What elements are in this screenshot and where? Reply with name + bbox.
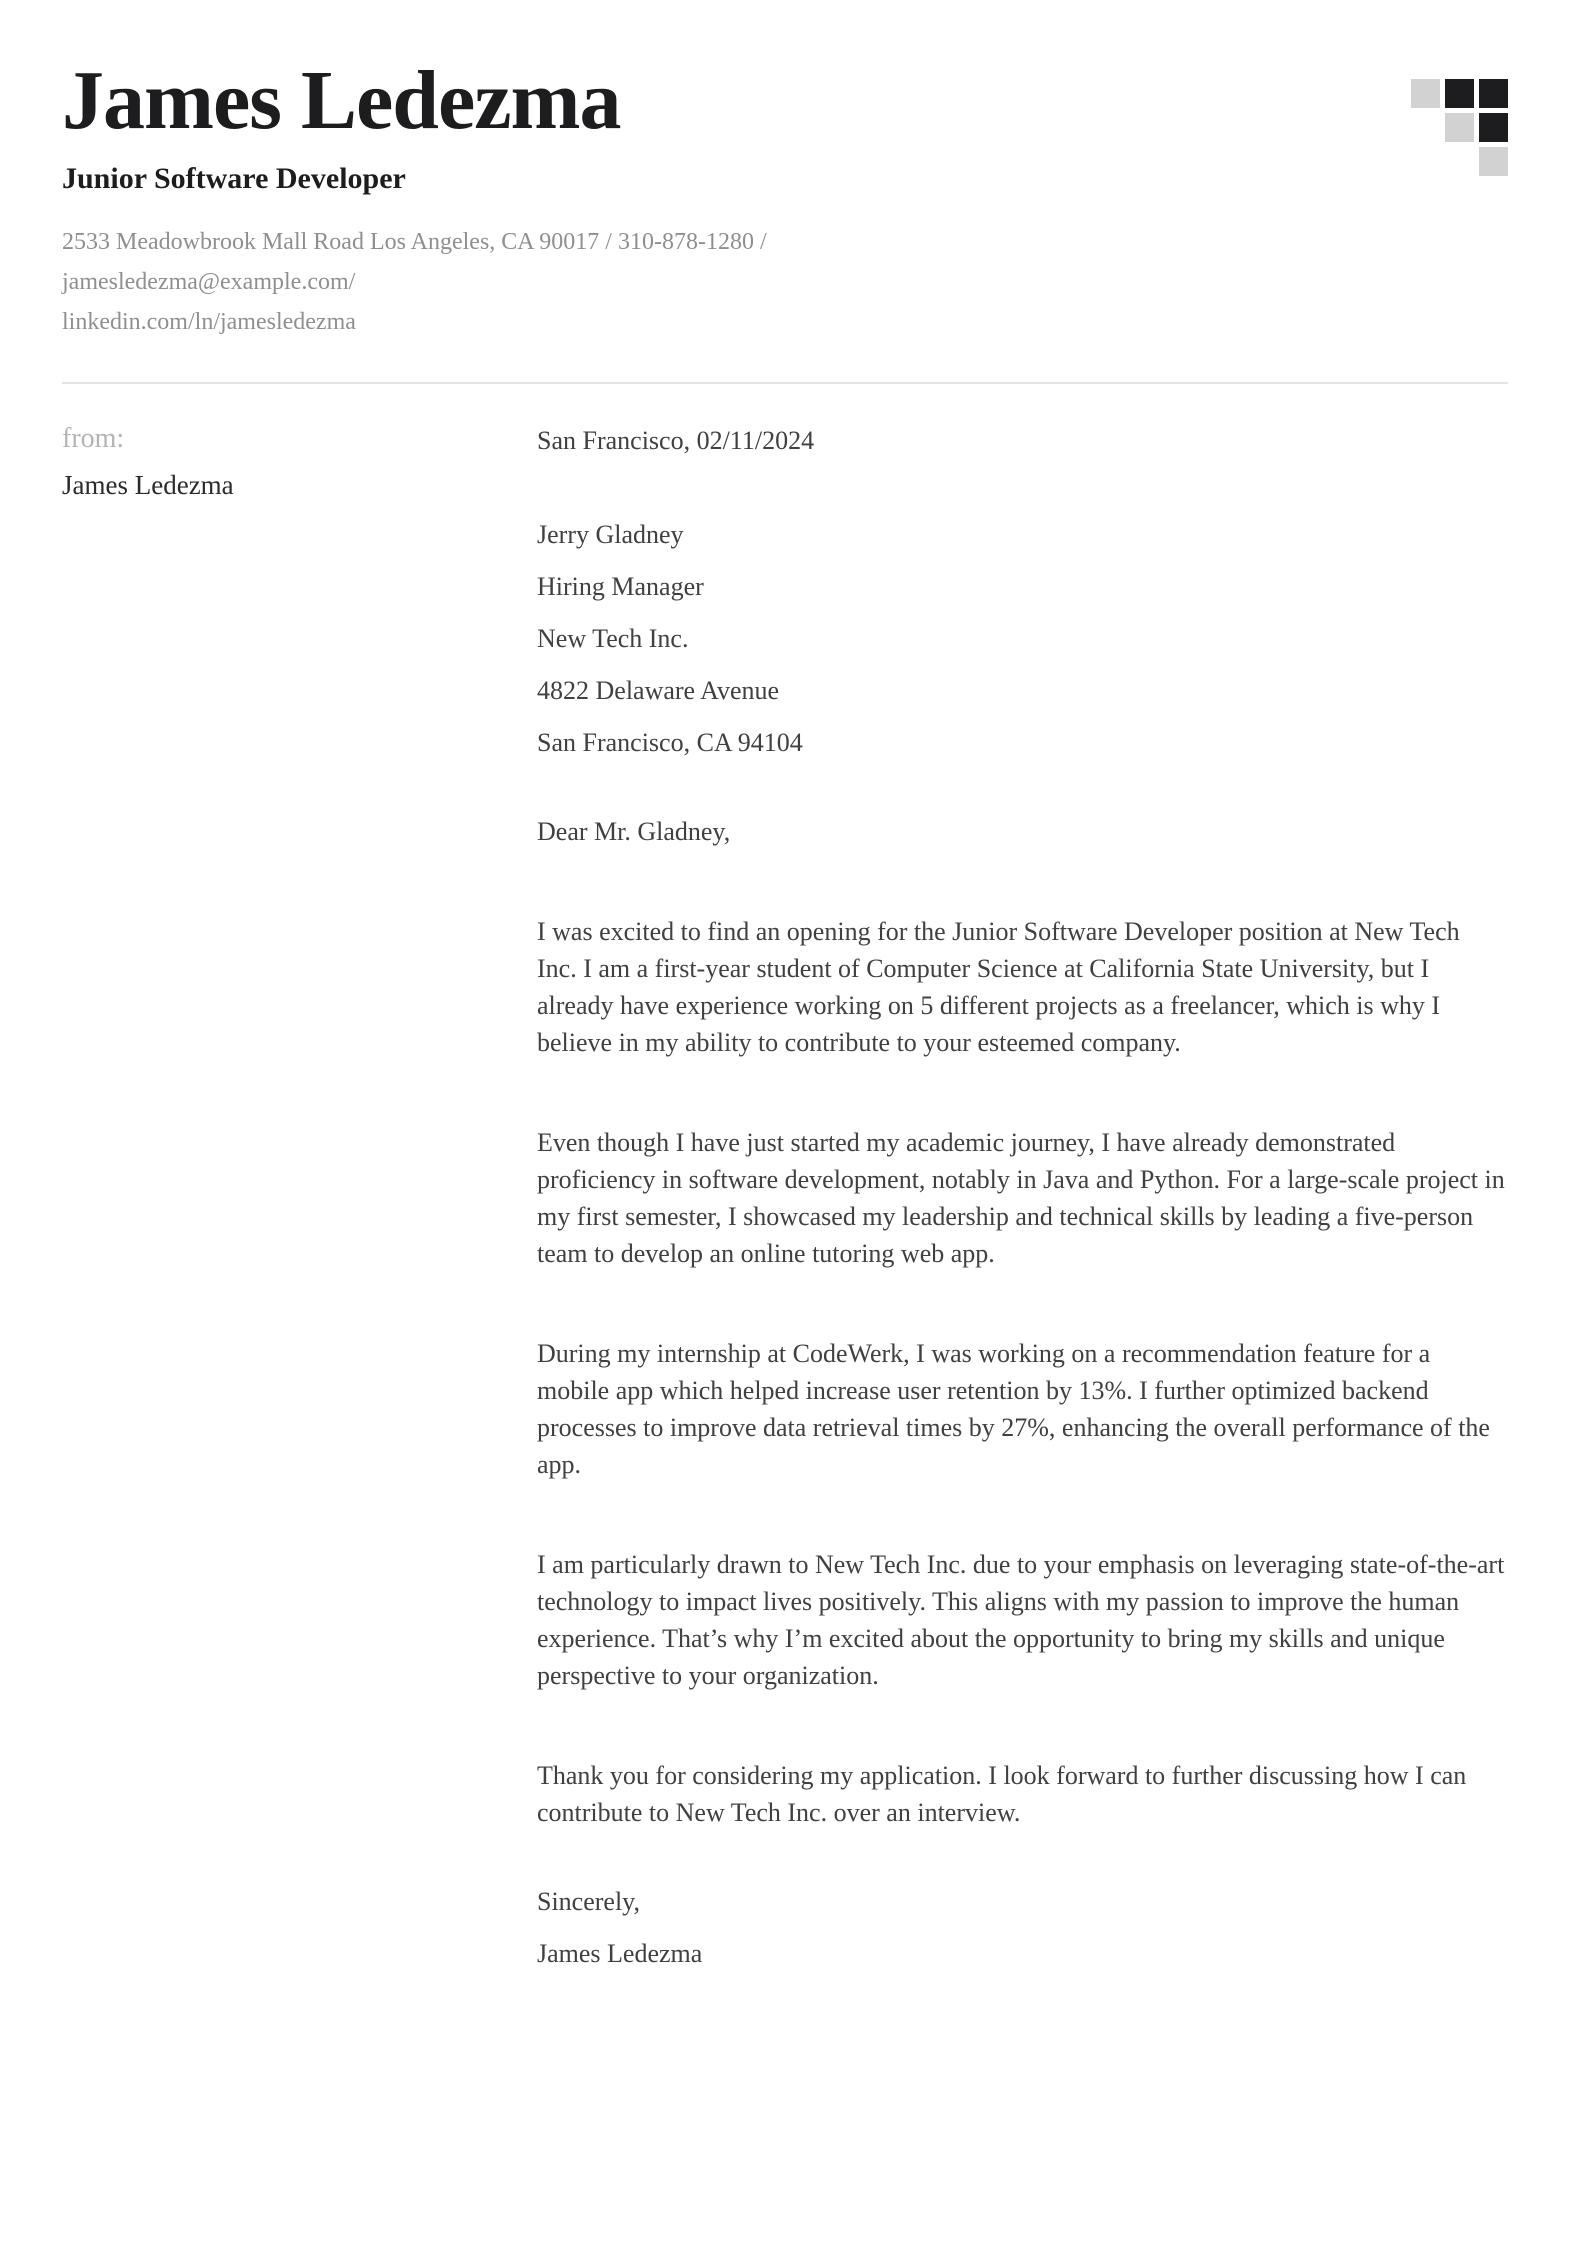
sender-name: James Ledezma bbox=[62, 470, 234, 500]
logo-square-dark bbox=[1445, 79, 1474, 108]
body-paragraph: Even though I have just started my academic journey, I have already demonstrated proficiency in software development, notably in Java and Python. For a large-scale project in my first semester, I showcased my leadership and technical skills by leading a five-person team to develop an online tutoring web app. bbox=[537, 1128, 1505, 1268]
squares-grid-logo-icon bbox=[1411, 79, 1508, 176]
letter-column bbox=[537, 422, 1505, 1972]
contact-info bbox=[62, 222, 882, 342]
person-title: Junior Software Developer bbox=[62, 162, 406, 195]
logo-square-light bbox=[1479, 147, 1508, 176]
signature-name: James Ledezma bbox=[537, 1939, 703, 1968]
logo-square-light bbox=[1411, 79, 1440, 108]
logo-square-none bbox=[1411, 113, 1440, 142]
recipient-block bbox=[537, 509, 1505, 769]
header bbox=[62, 0, 1508, 342]
salutation: Dear Mr. Gladney, bbox=[537, 817, 731, 846]
sender-column bbox=[62, 422, 537, 1972]
recipient-line: 4822 Delaware Avenue bbox=[537, 676, 780, 705]
logo-square-none bbox=[1411, 147, 1440, 176]
body-paragraph: I was excited to find an opening for the Junior Software Developer position at New Tech Inc. I am a first-year student of Computer Science at California State University, but I already have experience working on 5 different projects as a freelancer, which is why I believe in my ability to contribute to your esteemed company. bbox=[537, 917, 1460, 1057]
logo-square-none bbox=[1445, 147, 1474, 176]
contact-line-2: linkedin.com/ln/jamesledezma bbox=[62, 309, 356, 335]
from-label: from: bbox=[62, 423, 125, 454]
recipient-line: Jerry Gladney bbox=[537, 520, 684, 549]
recipient-line: Hiring Manager bbox=[537, 572, 704, 601]
person-name: James Ledezma bbox=[62, 54, 621, 147]
sign-off: Sincerely, bbox=[537, 1887, 640, 1916]
contact-line-1: 2533 Meadowbrook Mall Road Los Angeles, CA 90017 / 310-878-1280 / jamesledezma@example.com/ bbox=[62, 229, 767, 295]
body-paragraph: I am particularly drawn to New Tech Inc. due to your emphasis on leveraging state-of-the-art technology to impact lives positively. This aligns with my passion to improve the human experience. That’s why I’m excited about the opportunity to bring my skills and unique perspective to your organization. bbox=[537, 1550, 1505, 1690]
recipient-line: San Francisco, CA 94104 bbox=[537, 728, 803, 757]
logo-square-dark bbox=[1479, 79, 1508, 108]
body-paragraph: Thank you for considering my application. I look forward to further discussing how I can contribute to New Tech Inc. over an interview. bbox=[537, 1761, 1467, 1827]
logo-square-light bbox=[1445, 113, 1474, 142]
body-paragraph: During my internship at CodeWerk, I was working on a recommendation feature for a mobile app which helped increase user retention by 13%. I further optimized backend processes to improve data retrieval times by 27%, enhancing the overall performance of the app. bbox=[537, 1339, 1490, 1479]
header-identity bbox=[62, 54, 882, 342]
header-divider bbox=[62, 382, 1508, 384]
recipient-line: New Tech Inc. bbox=[537, 624, 689, 653]
letter-body bbox=[62, 422, 1508, 1972]
logo-square-dark bbox=[1479, 113, 1508, 142]
date-line: San Francisco, 02/11/2024 bbox=[537, 426, 815, 455]
